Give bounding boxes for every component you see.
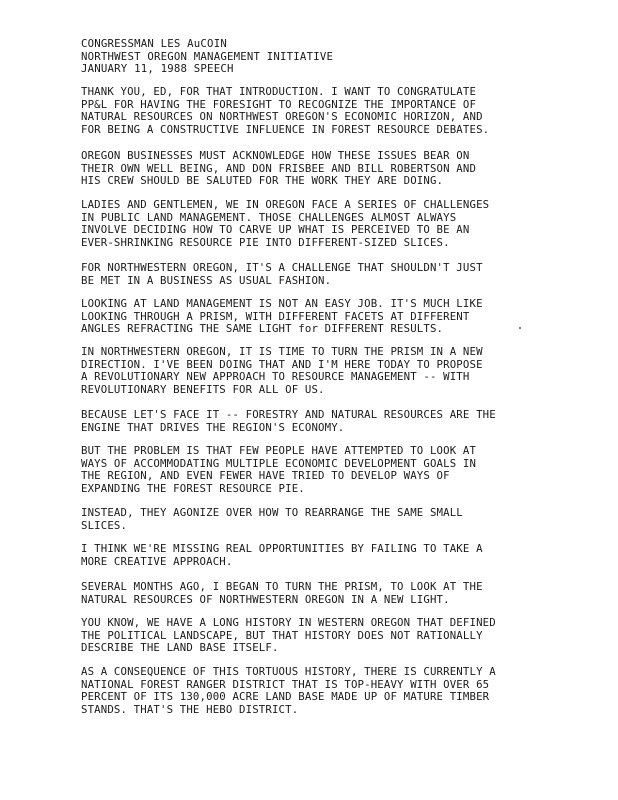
text-line: STANDS. THAT'S THE HEBO DISTRICT. bbox=[81, 703, 299, 717]
paragraph-8 bbox=[81, 445, 601, 496]
text-line: ANGLES REFRACTING THE SAME LIGHT for DIFFERENT RESULTS. bbox=[81, 322, 444, 336]
paragraph-5 bbox=[81, 298, 601, 336]
paragraph-6 bbox=[81, 346, 601, 397]
text-line: WAYS OF ACCOMMODATING MULTIPLE ECONOMIC DEVELOPMENT GOALS IN bbox=[81, 456, 477, 470]
text-line: NATURAL RESOURCES OF NORTHWESTERN OREGON IN A NEW LIGHT. bbox=[81, 592, 450, 606]
text-line: FOR BEING A CONSTRUCTIVE INFLUENCE IN FOREST RESOURCE DEBATES. bbox=[81, 123, 490, 137]
text-line: I THINK WE'RE MISSING REAL OPPORTUNITIES BY FAILING TO TAKE A bbox=[81, 542, 483, 555]
text-line: THANK YOU, ED, FOR THAT INTRODUCTION. I WANT TO CONGRATULATE bbox=[81, 85, 477, 98]
paragraph-10 bbox=[81, 543, 601, 568]
header-date: JANUARY 11, 1988 SPEECH bbox=[81, 62, 234, 75]
text-line: ENGINE THAT DRIVES THE REGION'S ECONOMY. bbox=[81, 420, 345, 434]
text-line: DIRECTION. I'VE BEEN DOING THAT AND I'M HERE TODAY TO PROPOSE bbox=[81, 357, 483, 371]
paragraph-9 bbox=[81, 507, 601, 532]
header-speaker: CONGRESSMAN LES AuCOIN bbox=[81, 37, 227, 50]
text-line: INVOLVE DECIDING HOW TO CARVE UP WHAT IS PERCEIVED TO BE AN bbox=[81, 223, 470, 237]
paragraph-4 bbox=[81, 262, 601, 287]
text-line: LOOKING THROUGH A PRISM, WITH DIFFERENT FACETS AT DIFFERENT bbox=[81, 309, 470, 323]
text-line: AS A CONSEQUENCE OF THIS TORTUOUS HISTORY, THERE IS CURRENTLY A bbox=[81, 665, 496, 678]
scan-speck bbox=[519, 327, 521, 329]
text-line: REVOLUTIONARY BENEFITS FOR ALL OF US. bbox=[81, 383, 325, 397]
text-line: INSTEAD, THEY AGONIZE OVER HOW TO REARRANGE THE SAME SMALL bbox=[81, 506, 463, 519]
paragraph-11 bbox=[81, 581, 601, 606]
text-line: EVER-SHRINKING RESOURCE PIE INTO DIFFERENT-SIZED SLICES. bbox=[81, 236, 450, 250]
paragraph-3 bbox=[81, 199, 601, 250]
text-line: LADIES AND GENTLEMEN, WE IN OREGON FACE A SERIES OF CHALLENGES bbox=[81, 198, 490, 211]
text-line: BE MET IN A BUSINESS AS USUAL FASHION. bbox=[81, 273, 332, 287]
text-line: SLICES. bbox=[81, 518, 128, 532]
text-line: OREGON BUSINESSES MUST ACKNOWLEDGE HOW THESE ISSUES BEAR ON bbox=[81, 149, 470, 162]
text-line: HIS CREW SHOULD BE SALUTED FOR THE WORK THEY ARE DOING. bbox=[81, 174, 444, 188]
header-initiative: NORTHWEST OREGON MANAGEMENT INITIATIVE bbox=[81, 49, 334, 63]
speech-header bbox=[81, 38, 581, 76]
paragraph-2 bbox=[81, 150, 601, 188]
paragraph-7 bbox=[81, 409, 601, 434]
text-line: MORE CREATIVE APPROACH. bbox=[81, 554, 233, 568]
text-line: THE POLITICAL LANDSCAPE, BUT THAT HISTORY DOES NOT RATIONALLY bbox=[81, 628, 483, 642]
text-line: BUT THE PROBLEM IS THAT FEW PEOPLE HAVE ATTEMPTED TO LOOK AT bbox=[81, 444, 477, 457]
text-line: THE REGION, AND EVEN FEWER HAVE TRIED TO DEVELOP WAYS OF bbox=[81, 469, 450, 483]
text-line: EXPANDING THE FOREST RESOURCE PIE. bbox=[81, 482, 305, 496]
text-line: IN PUBLIC LAND MANAGEMENT. THOSE CHALLENGES ALMOST ALWAYS bbox=[81, 210, 457, 224]
text-line: NATURAL RESOURCES ON NORTHWEST OREGON'S ECONOMIC HORIZON, AND bbox=[81, 110, 483, 124]
text-line: NATIONAL FOREST RANGER DISTRICT THAT IS TOP-HEAVY WITH OVER 65 bbox=[81, 677, 490, 691]
text-line: THEIR OWN WELL BEING, AND DON FRISBEE AND BILL ROBERTSON AND bbox=[81, 161, 477, 175]
text-line: BECAUSE LET'S FACE IT -- FORESTRY AND NATURAL RESOURCES ARE THE bbox=[81, 408, 496, 421]
paragraph-13 bbox=[81, 666, 601, 717]
text-line: SEVERAL MONTHS AGO, I BEGAN TO TURN THE PRISM, TO LOOK AT THE bbox=[81, 580, 483, 593]
paragraph-1 bbox=[81, 86, 601, 137]
text-line: YOU KNOW, WE HAVE A LONG HISTORY IN WESTERN OREGON THAT DEFINED bbox=[81, 616, 496, 629]
text-line: FOR NORTHWESTERN OREGON, IT'S A CHALLENGE THAT SHOULDN'T JUST bbox=[81, 261, 483, 274]
text-line: LOOKING AT LAND MANAGEMENT IS NOT AN EASY JOB. IT'S MUCH LIKE bbox=[81, 297, 483, 310]
text-line: DESCRIBE THE LAND BASE ITSELF. bbox=[81, 641, 279, 655]
text-line: A REVOLUTIONARY NEW APPROACH TO RESOURCE MANAGEMENT -- WITH bbox=[81, 370, 470, 384]
paragraph-12 bbox=[81, 617, 601, 655]
text-line: PP&L FOR HAVING THE FORESIGHT TO RECOGNIZE THE IMPORTANCE OF bbox=[81, 97, 477, 111]
text-line: PERCENT OF ITS 130,000 ACRE LAND BASE MADE UP OF MATURE TIMBER bbox=[81, 690, 490, 704]
text-line: IN NORTHWESTERN OREGON, IT IS TIME TO TURN THE PRISM IN A NEW bbox=[81, 345, 483, 358]
